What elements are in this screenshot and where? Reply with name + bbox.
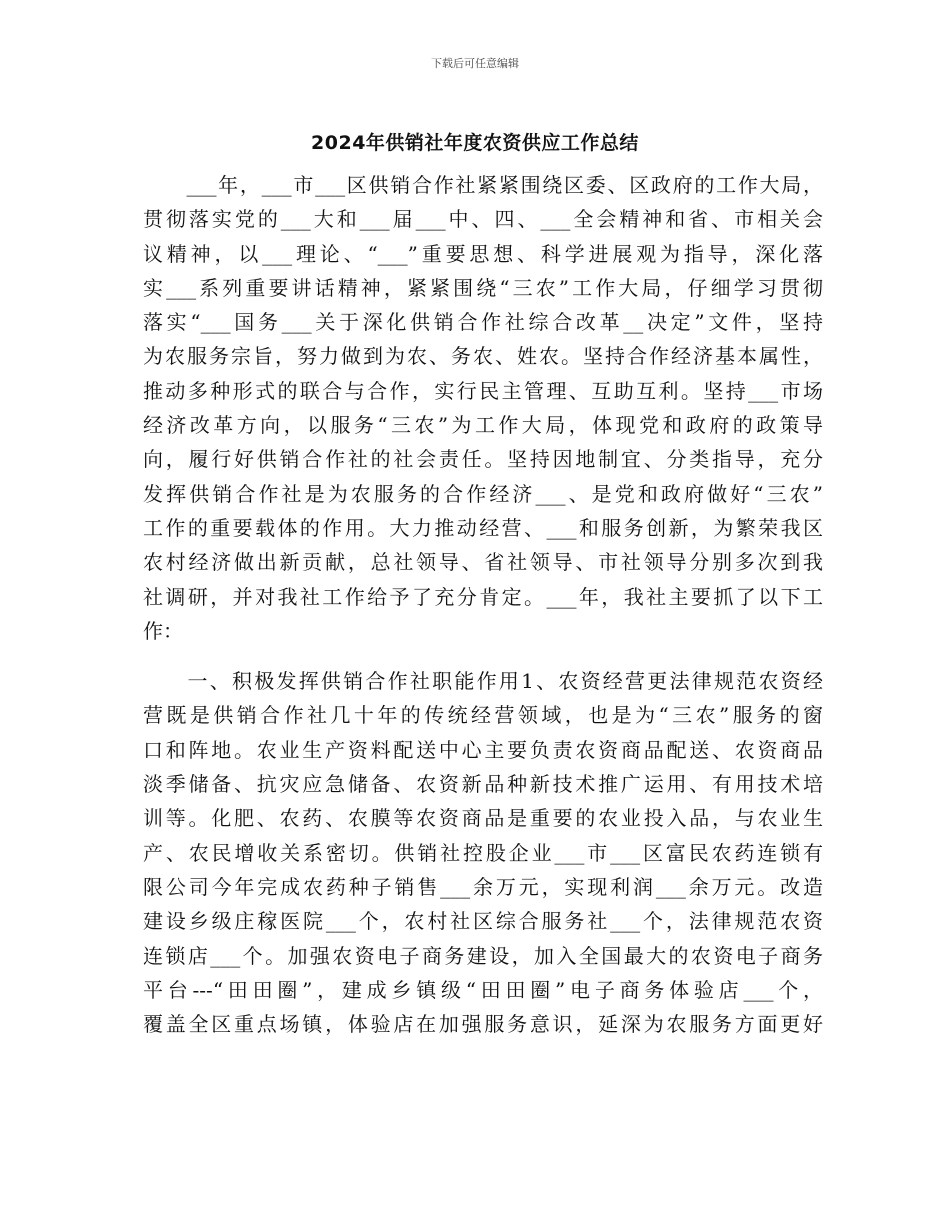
text-line: 贯彻落实党的___大和___届___中、四、___全会精神和省、市相关会 xyxy=(143,207,823,232)
text-line: 口和阵地。农业生产资料配送中心主要负责农资商品配送、农资商品 xyxy=(143,737,823,762)
text-line: 覆盖全区重点场镇，体验店在加强服务意识，延深为农服务方面更好 xyxy=(143,1012,823,1037)
text-line: 社调研，并对我社工作给予了充分肯定。___年，我社主要抓了以下工 xyxy=(143,584,823,609)
text-line: 产、农民增收关系密切。供销社控股企业___市___区富民农药连锁有 xyxy=(143,840,823,865)
paragraph-1 xyxy=(143,168,823,648)
header-note: 下载后可任意编辑 xyxy=(431,57,519,70)
text-line: 发挥供销合作社是为农服务的合作经济___、是党和政府做好“三农” xyxy=(143,481,823,506)
text-line: 一、积极发挥供销合作社职能作用1、农资经营更法律规范农资经 xyxy=(143,669,823,694)
document-body xyxy=(143,168,823,1041)
text-line: 农村经济做出新贡献，总社领导、省社领导、市社领导分别多次到我 xyxy=(143,550,823,575)
text-line: 推动多种形式的联合与合作，实行民主管理、互助互利。坚持___市场 xyxy=(143,378,823,403)
text-line: 向，履行好供销合作社的社会责任。坚持因地制宜、分类指导，充分 xyxy=(143,447,823,472)
text-line: 营既是供销合作社几十年的传统经营领域，也是为“三农”服务的窗 xyxy=(143,703,823,728)
text-line: 经济改革方向，以服务“三农”为工作大局，体现党和政府的政策导 xyxy=(143,413,823,438)
document-title: 2024年供销社年度农资供应工作总结 xyxy=(311,132,639,154)
text-line: 淡季储备、抗灾应急储备、农资新品种新技术推广运用、有用技术培 xyxy=(143,772,823,797)
text-line: 议精神，以___理论、“___”重要思想、科学进展观为指导，深化落 xyxy=(143,241,823,266)
text-line: 平台---“田田圈”，建成乡镇级“田田圈”电子商务体验店___个， xyxy=(143,977,823,1002)
text-line: 实___系列重要讲话精神，紧紧围绕“三农”工作大局，仔细学习贯彻 xyxy=(143,275,823,300)
text-line: 连锁店___个。加强农资电子商务建设，加入全国最大的农资电子商务 xyxy=(143,943,823,968)
text-line: 训等。化肥、农药、农膜等农资商品是重要的农业投入品，与农业生 xyxy=(143,806,823,831)
text-line: 为农服务宗旨，努力做到为农、务农、姓农。坚持合作经济基本属性， xyxy=(143,344,823,369)
text-line: 工作的重要载体的作用。大力推动经营、___和服务创新，为繁荣我区 xyxy=(143,515,823,540)
paragraph-spacer xyxy=(143,648,823,664)
text-line: 落实“___国务___关于深化供销合作社综合改革__决定”文件，坚持 xyxy=(143,310,823,335)
text-line: 限公司今年完成农药种子销售___余万元，实现利润___余万元。改造 xyxy=(143,874,823,899)
text-line: 建设乡级庄稼医院___个，农村社区综合服务社___个，法律规范农资 xyxy=(143,909,823,934)
text-line: ___年，___市___区供销合作社紧紧围绕区委、区政府的工作大局， xyxy=(143,173,823,197)
text-line: 作： xyxy=(143,618,183,643)
paragraph-2 xyxy=(143,664,823,1041)
